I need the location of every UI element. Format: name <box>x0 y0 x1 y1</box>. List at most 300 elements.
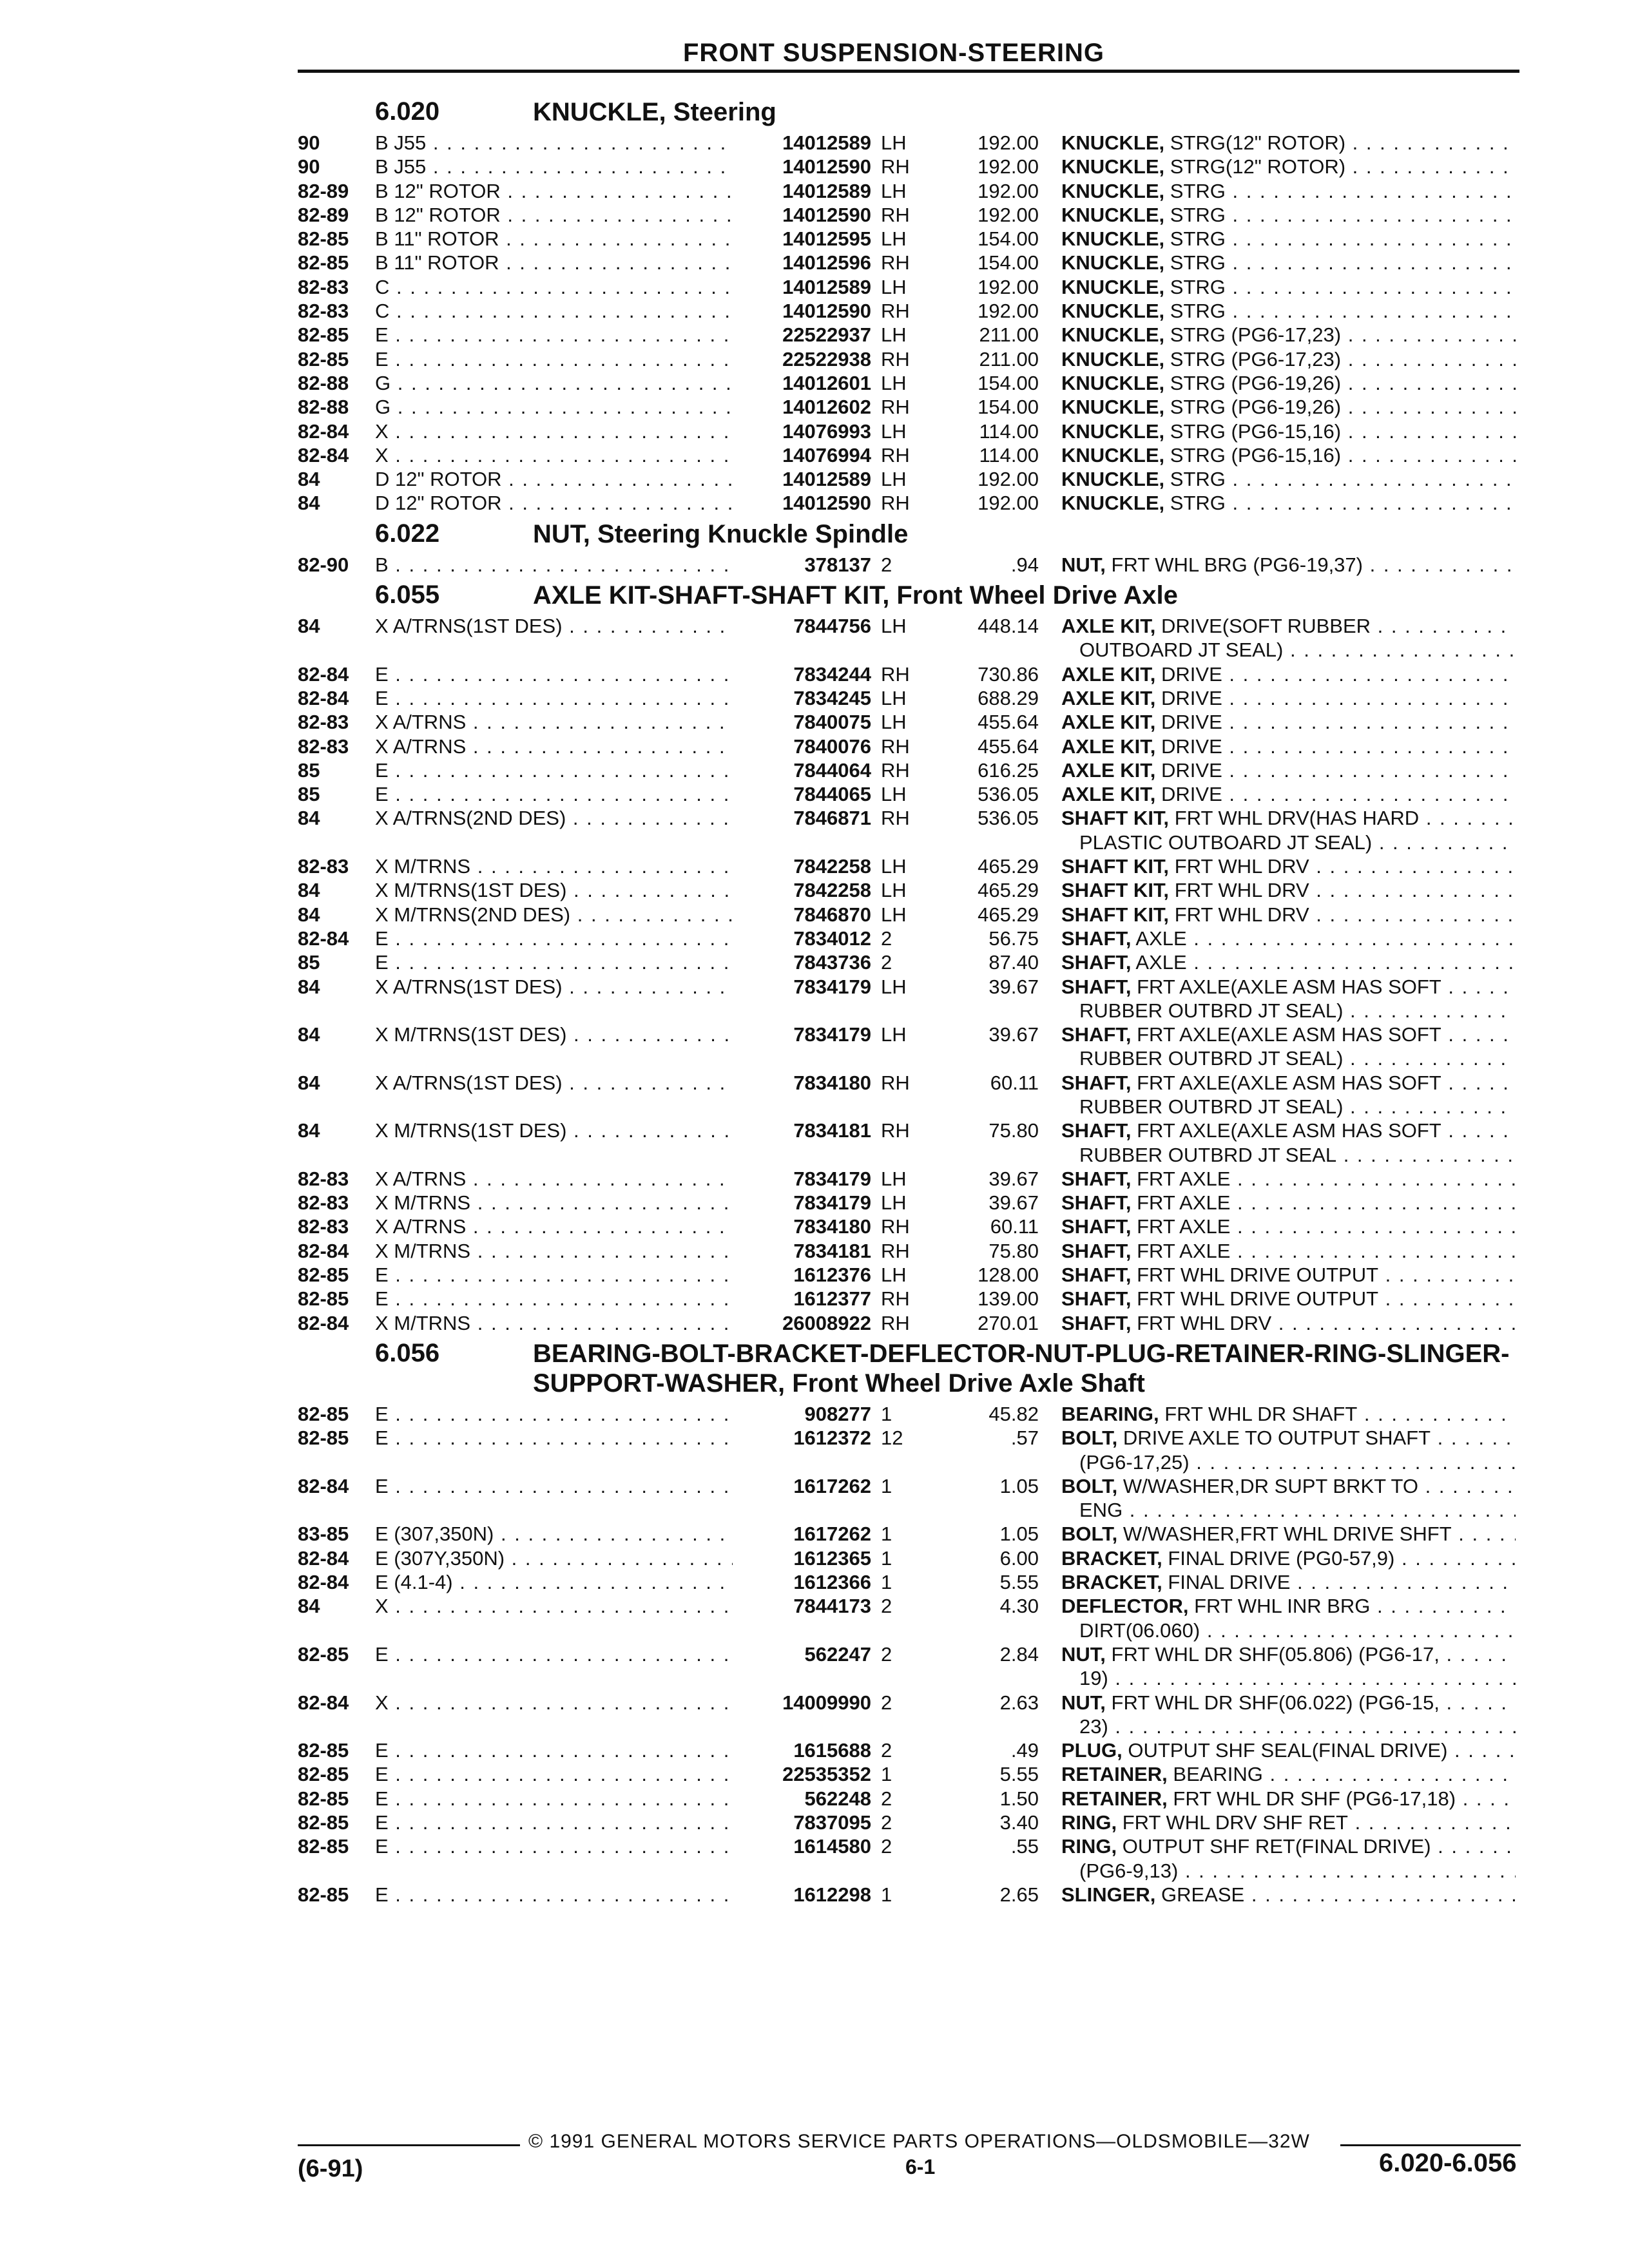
part-description <box>1061 1191 1516 1215</box>
quantity: 2 <box>881 1691 892 1714</box>
part-description <box>1061 323 1516 347</box>
description-name: BRACKET, <box>1061 1571 1162 1594</box>
description-text: FRT WHL INR BRG <box>1194 1595 1371 1618</box>
vehicle-model: X A/TRNS(1ST DES) . . . <box>375 975 733 999</box>
model-year: 82-88 <box>298 396 349 419</box>
part-row <box>298 1642 1519 1691</box>
part-row <box>298 1287 1519 1311</box>
part-description <box>1061 1119 1516 1167</box>
description-line <box>1061 1715 1516 1738</box>
quantity: LH <box>881 855 907 878</box>
part-number: 7834179 <box>793 975 871 998</box>
quantity: LH <box>881 179 907 202</box>
quantity: RH <box>881 1215 910 1238</box>
vehicle-model: E (307Y,350N) . . . <box>375 1546 733 1570</box>
vehicle-model: X A/TRNS . . . <box>375 1167 733 1191</box>
header-rule <box>298 70 1519 73</box>
part-number: 7834181 <box>793 1239 871 1262</box>
part-row <box>298 975 1519 1023</box>
description-line <box>1061 1666 1516 1690</box>
part-number: 14012602 <box>782 396 871 419</box>
description-name: SHAFT KIT, <box>1061 807 1170 830</box>
vehicle-model: E . . . <box>375 1883 733 1907</box>
description-text: OUTBOARD JT SEAL) <box>1079 639 1284 662</box>
quantity: RH <box>881 1239 910 1262</box>
description-text: FRT WHL DRV <box>1137 1311 1272 1334</box>
part-description <box>1061 662 1516 686</box>
footer-copyright: © 1991 GENERAL MOTORS SERVICE PARTS OPERATIONS—OLDSMOBILE—32W <box>528 2131 1310 2152</box>
description-text: FRT AXLE(AXLE ASM HAS SOFT <box>1137 1119 1441 1142</box>
section-number: 6.056 <box>375 1338 440 1367</box>
description-line <box>1061 1691 1516 1715</box>
part-description <box>1061 686 1516 710</box>
model-year: 84 <box>298 807 320 830</box>
quantity: LH <box>881 879 907 902</box>
model-year: 82-85 <box>298 251 349 274</box>
footer-date: (6-91) <box>298 2155 363 2182</box>
description-line <box>1061 1287 1516 1311</box>
price: 192.00 <box>978 179 1039 202</box>
quantity: LH <box>881 1191 907 1215</box>
part-number: 7834012 <box>793 927 871 950</box>
vehicle-model: E (4.1-4) . . . <box>375 1570 733 1594</box>
vehicle-model: B 12" ROTOR . . . <box>375 179 733 203</box>
model-year: 82-85 <box>298 1427 349 1450</box>
part-description <box>1061 806 1516 854</box>
part-row <box>298 1215 1519 1238</box>
description-name: SHAFT, <box>1061 1167 1132 1190</box>
model-year: 82-83 <box>298 735 349 758</box>
part-description <box>1061 395 1516 419</box>
price: 211.00 <box>979 347 1039 370</box>
description-line <box>1061 155 1516 178</box>
part-row <box>298 710 1519 734</box>
part-number: 1617262 <box>793 1474 871 1497</box>
description-name: KNUCKLE, <box>1061 227 1165 251</box>
quantity: LH <box>881 419 907 443</box>
part-description <box>1061 1546 1516 1570</box>
model-year: 84 <box>298 975 320 998</box>
part-description <box>1061 614 1516 662</box>
part-description <box>1061 1167 1516 1191</box>
description-text: GREASE <box>1161 1883 1245 1906</box>
part-description <box>1061 1594 1516 1642</box>
quantity: RH <box>881 1311 910 1334</box>
description-text: STRG <box>1170 227 1226 251</box>
quantity: RH <box>881 735 910 758</box>
description-line <box>1061 371 1516 395</box>
price: 211.00 <box>979 323 1039 347</box>
description-line <box>1061 735 1516 758</box>
model-year: 82-84 <box>298 1691 349 1714</box>
description-name: KNUCKLE, <box>1061 300 1165 323</box>
vehicle-model: E . . . <box>375 662 733 686</box>
part-number: 14076993 <box>782 419 871 443</box>
model-year: 82-84 <box>298 1546 349 1570</box>
part-row <box>298 1834 1519 1883</box>
part-description <box>1061 491 1516 515</box>
quantity: LH <box>881 686 907 709</box>
part-row <box>298 251 1519 274</box>
part-row <box>298 1191 1519 1215</box>
description-text: RUBBER OUTBRD JT SEAL) <box>1079 1047 1344 1070</box>
part-number: 378137 <box>804 553 871 576</box>
model-year: 84 <box>298 1023 320 1046</box>
description-line <box>1061 1071 1516 1095</box>
description-name: AXLE KIT, <box>1061 711 1156 734</box>
price: .55 <box>1010 1835 1039 1858</box>
description-text: FRT WHL DR SHF(06.022) (PG6-15, <box>1111 1691 1440 1714</box>
footer-rule-right <box>1340 2144 1521 2146</box>
price: 192.00 <box>978 131 1039 154</box>
quantity: RH <box>881 1119 910 1142</box>
vehicle-model: D 12" ROTOR . . . <box>375 491 733 515</box>
part-number: 1612372 <box>793 1427 871 1450</box>
model-year: 82-84 <box>298 419 349 443</box>
description-name: SHAFT KIT, <box>1061 879 1170 902</box>
model-year: 85 <box>298 758 320 782</box>
description-name: KNUCKLE, <box>1061 131 1165 154</box>
part-row <box>298 1474 1519 1523</box>
description-line <box>1061 299 1516 323</box>
quantity: RH <box>881 758 910 782</box>
description-line <box>1061 467 1516 491</box>
part-description <box>1061 950 1516 974</box>
part-number: 7834245 <box>793 686 871 709</box>
price: 39.67 <box>988 975 1039 998</box>
part-description <box>1061 179 1516 203</box>
quantity: 1 <box>881 1523 892 1546</box>
part-description <box>1061 1642 1516 1691</box>
section-title: BEARING-BOLT-BRACKET-DEFLECTOR-NUT-PLUG-RETAINER-RING-SLINGER-SUPPORT-WASHER, Front Wheel Drive Axle Shaft <box>533 1339 1510 1398</box>
vehicle-model: X A/TRNS . . . <box>375 735 733 758</box>
part-row <box>298 878 1519 902</box>
price: 114.00 <box>979 419 1039 443</box>
description-line <box>1061 1119 1516 1142</box>
price: 192.00 <box>978 155 1039 178</box>
description-name: SHAFT, <box>1061 1023 1132 1046</box>
description-name: DEFLECTOR, <box>1061 1595 1189 1618</box>
model-year: 90 <box>298 155 320 178</box>
price: 455.64 <box>978 735 1039 758</box>
description-line <box>1061 614 1516 638</box>
description-name: KNUCKLE, <box>1061 323 1165 347</box>
description-text: STRG (PG6-15,16) <box>1170 419 1342 443</box>
quantity: LH <box>881 711 907 734</box>
price: 5.55 <box>999 1763 1039 1786</box>
quantity: 2 <box>881 553 892 576</box>
price: 1.50 <box>999 1787 1039 1810</box>
part-number: 1612366 <box>793 1571 871 1594</box>
model-year: 82-83 <box>298 1167 349 1190</box>
description-name: AXLE KIT, <box>1061 686 1156 709</box>
footer-section-range: 6.020-6.056 <box>1379 2149 1517 2177</box>
price: .49 <box>1010 1739 1039 1762</box>
part-description <box>1061 251 1516 274</box>
description-name: KNUCKLE, <box>1061 251 1165 274</box>
part-number: 1617262 <box>793 1523 871 1546</box>
page-title: FRONT SUSPENSION-STEERING <box>683 39 1104 67</box>
description-text: FRT WHL DRIVE OUTPUT <box>1137 1287 1379 1311</box>
description-text: RUBBER OUTBRD JT SEAL) <box>1079 999 1344 1022</box>
description-text: FRT WHL DRV <box>1174 855 1309 878</box>
part-row <box>298 443 1519 467</box>
part-description <box>1061 1834 1516 1883</box>
part-row <box>298 927 1519 950</box>
vehicle-model: X M/TRNS(1ST DES) . . . <box>375 878 733 902</box>
section-title: KNUCKLE, Steering <box>533 98 776 126</box>
description-line <box>1061 1239 1516 1263</box>
part-row <box>298 1594 1519 1642</box>
description-name: AXLE KIT, <box>1061 615 1156 638</box>
part-row <box>298 1522 1519 1546</box>
description-name: SLINGER, <box>1061 1883 1156 1906</box>
vehicle-model: E . . . <box>375 950 733 974</box>
quantity: 2 <box>881 1811 892 1834</box>
part-number: 14012590 <box>782 155 871 178</box>
vehicle-model: G . . . <box>375 395 733 419</box>
price: 75.80 <box>988 1239 1039 1262</box>
part-number: 7834179 <box>793 1191 871 1215</box>
part-number: 1612298 <box>793 1883 871 1906</box>
vehicle-model: X M/TRNS . . . <box>375 854 733 878</box>
part-description <box>1061 975 1516 1023</box>
description-text: FRT AXLE(AXLE ASM HAS SOFT <box>1137 975 1441 998</box>
vehicle-model: B 11" ROTOR . . . <box>375 227 733 251</box>
part-number: 14076994 <box>782 443 871 466</box>
description-line <box>1061 903 1516 927</box>
price: 465.29 <box>978 855 1039 878</box>
price: 60.11 <box>990 1071 1039 1094</box>
part-row <box>298 782 1519 806</box>
description-name: SHAFT, <box>1061 1119 1132 1142</box>
model-year: 82-83 <box>298 855 349 878</box>
description-name: SHAFT, <box>1061 1311 1132 1334</box>
part-number: 7834181 <box>793 1119 871 1142</box>
part-number: 7843736 <box>793 951 871 974</box>
price: 154.00 <box>978 251 1039 274</box>
part-number: 22522937 <box>782 323 871 347</box>
description-text: 23) <box>1079 1715 1108 1738</box>
vehicle-model: E . . . <box>375 1402 733 1426</box>
quantity: RH <box>881 443 910 466</box>
part-number: 7834180 <box>793 1071 871 1094</box>
quantity: 1 <box>881 1763 892 1786</box>
quantity: LH <box>881 227 907 251</box>
part-description <box>1061 299 1516 323</box>
description-line <box>1061 878 1516 902</box>
quantity: LH <box>881 903 907 926</box>
part-row <box>298 179 1519 203</box>
part-row <box>298 1762 1519 1786</box>
description-line <box>1061 662 1516 686</box>
part-description <box>1061 1215 1516 1238</box>
description-name: BOLT, <box>1061 1427 1118 1450</box>
description-name: RING, <box>1061 1811 1117 1834</box>
part-description <box>1061 1426 1516 1474</box>
description-name: SHAFT, <box>1061 1215 1132 1238</box>
price: 60.11 <box>990 1215 1039 1238</box>
vehicle-model: E . . . <box>375 1762 733 1786</box>
section-number: 6.055 <box>375 581 440 610</box>
model-year: 82-85 <box>298 1883 349 1906</box>
vehicle-model: B . . . <box>375 553 733 577</box>
vehicle-model: X M/TRNS . . . <box>375 1239 733 1263</box>
part-row <box>298 903 1519 927</box>
description-line <box>1061 1834 1516 1858</box>
price: 192.00 <box>978 468 1039 491</box>
description-line <box>1061 419 1516 443</box>
part-row <box>298 1570 1519 1594</box>
description-line <box>1061 491 1516 515</box>
part-number: 14012596 <box>782 251 871 274</box>
vehicle-model: X . . . <box>375 1594 733 1618</box>
description-name: KNUCKLE, <box>1061 155 1165 178</box>
description-line <box>1061 1546 1516 1570</box>
vehicle-model: E . . . <box>375 1263 733 1287</box>
quantity: 2 <box>881 1787 892 1810</box>
description-line <box>1061 1522 1516 1546</box>
price: 2.63 <box>999 1691 1039 1714</box>
part-row <box>298 227 1519 251</box>
price: 536.05 <box>978 807 1039 830</box>
part-number: 1612376 <box>793 1264 871 1287</box>
part-row <box>298 662 1519 686</box>
price: 192.00 <box>978 492 1039 515</box>
description-text: FRT WHL BRG (PG6-19,37) <box>1111 553 1363 576</box>
price: 465.29 <box>978 903 1039 926</box>
price: 39.67 <box>988 1191 1039 1215</box>
part-row <box>298 203 1519 227</box>
vehicle-model: E . . . <box>375 1811 733 1834</box>
description-text: FRT AXLE <box>1137 1191 1231 1215</box>
vehicle-model: X M/TRNS . . . <box>375 1191 733 1215</box>
section-heading <box>298 93 1519 131</box>
description-name: SHAFT, <box>1061 951 1132 974</box>
model-year: 82-88 <box>298 371 349 394</box>
description-line <box>1061 710 1516 734</box>
section-heading <box>298 1335 1519 1402</box>
description-line <box>1061 1594 1516 1618</box>
vehicle-model: B 12" ROTOR . . . <box>375 203 733 227</box>
description-line <box>1061 1191 1516 1215</box>
description-text: FRT AXLE <box>1137 1215 1231 1238</box>
price: 448.14 <box>978 615 1039 638</box>
part-description <box>1061 1239 1516 1263</box>
model-year: 82-85 <box>298 1402 349 1425</box>
part-number: 7840076 <box>793 735 871 758</box>
model-year: 84 <box>298 1071 320 1094</box>
part-number: 7846870 <box>793 903 871 926</box>
description-name: AXLE KIT, <box>1061 783 1156 806</box>
description-name: KNUCKLE, <box>1061 443 1165 466</box>
description-name: SHAFT KIT, <box>1061 903 1170 926</box>
price: 45.82 <box>988 1402 1039 1425</box>
price: 2.65 <box>999 1883 1039 1906</box>
description-text: OUTPUT SHF RET(FINAL DRIVE) <box>1122 1835 1431 1858</box>
part-description <box>1061 131 1516 155</box>
part-number: 7842258 <box>793 879 871 902</box>
description-name: RETAINER, <box>1061 1763 1168 1786</box>
description-name: KNUCKLE, <box>1061 275 1165 298</box>
part-row <box>298 371 1519 395</box>
quantity: RH <box>881 807 910 830</box>
description-line <box>1061 227 1516 251</box>
quantity: LH <box>881 1167 907 1190</box>
vehicle-model: X A/TRNS(1ST DES) . . . <box>375 1071 733 1095</box>
description-text: STRG <box>1170 468 1226 491</box>
part-row <box>298 347 1519 371</box>
description-name: KNUCKLE, <box>1061 396 1165 419</box>
description-text: STRG <box>1170 251 1226 274</box>
price: 192.00 <box>978 275 1039 298</box>
part-number: 7844756 <box>793 615 871 638</box>
description-name: PLUG, <box>1061 1739 1123 1762</box>
description-line <box>1061 686 1516 710</box>
vehicle-model: X A/TRNS . . . <box>375 710 733 734</box>
part-description <box>1061 1402 1516 1426</box>
model-year: 82-84 <box>298 686 349 709</box>
description-name: SHAFT, <box>1061 1264 1132 1287</box>
model-year: 82-90 <box>298 553 349 576</box>
part-description <box>1061 553 1516 577</box>
quantity: RH <box>881 347 910 370</box>
vehicle-model: E . . . <box>375 1834 733 1858</box>
quantity: RH <box>881 155 910 178</box>
price: 6.00 <box>999 1546 1039 1570</box>
model-year: 84 <box>298 903 320 926</box>
description-text: RUBBER OUTBRD JT SEAL) <box>1079 1095 1344 1118</box>
footer-page-number: 6-1 <box>905 2155 936 2178</box>
quantity: LH <box>881 1264 907 1287</box>
description-line <box>1061 553 1516 577</box>
quantity: 2 <box>881 951 892 974</box>
part-description <box>1061 1522 1516 1546</box>
vehicle-model: X . . . <box>375 1691 733 1715</box>
description-line <box>1061 179 1516 203</box>
price: 154.00 <box>978 227 1039 251</box>
vehicle-model: E . . . <box>375 1426 733 1450</box>
description-line <box>1061 927 1516 950</box>
model-year: 82-83 <box>298 300 349 323</box>
vehicle-model: E . . . <box>375 347 733 371</box>
model-year: 90 <box>298 131 320 154</box>
part-description <box>1061 347 1516 371</box>
part-description <box>1061 735 1516 758</box>
part-number: 7834244 <box>793 662 871 686</box>
part-number: 22522938 <box>782 347 871 370</box>
quantity: RH <box>881 251 910 274</box>
part-row <box>298 950 1519 974</box>
description-text: FRT WHL DRV <box>1174 903 1309 926</box>
description-line <box>1061 638 1516 662</box>
description-name: BOLT, <box>1061 1474 1118 1497</box>
description-name: KNUCKLE, <box>1061 419 1165 443</box>
section-title: AXLE KIT-SHAFT-SHAFT KIT, Front Wheel Drive Axle <box>533 581 1178 610</box>
vehicle-model: X M/TRNS . . . <box>375 1311 733 1335</box>
vehicle-model: E . . . <box>375 1642 733 1666</box>
description-text: 19) <box>1079 1667 1108 1690</box>
part-number: 7844065 <box>793 783 871 806</box>
part-number: 7846871 <box>793 807 871 830</box>
part-number: 7844064 <box>793 758 871 782</box>
description-text: STRG <box>1170 275 1226 298</box>
vehicle-model: B J55 . . . <box>375 131 733 155</box>
model-year: 82-85 <box>298 1787 349 1810</box>
description-line <box>1061 395 1516 419</box>
price: .94 <box>1010 553 1039 576</box>
part-number: 14012589 <box>782 131 871 154</box>
